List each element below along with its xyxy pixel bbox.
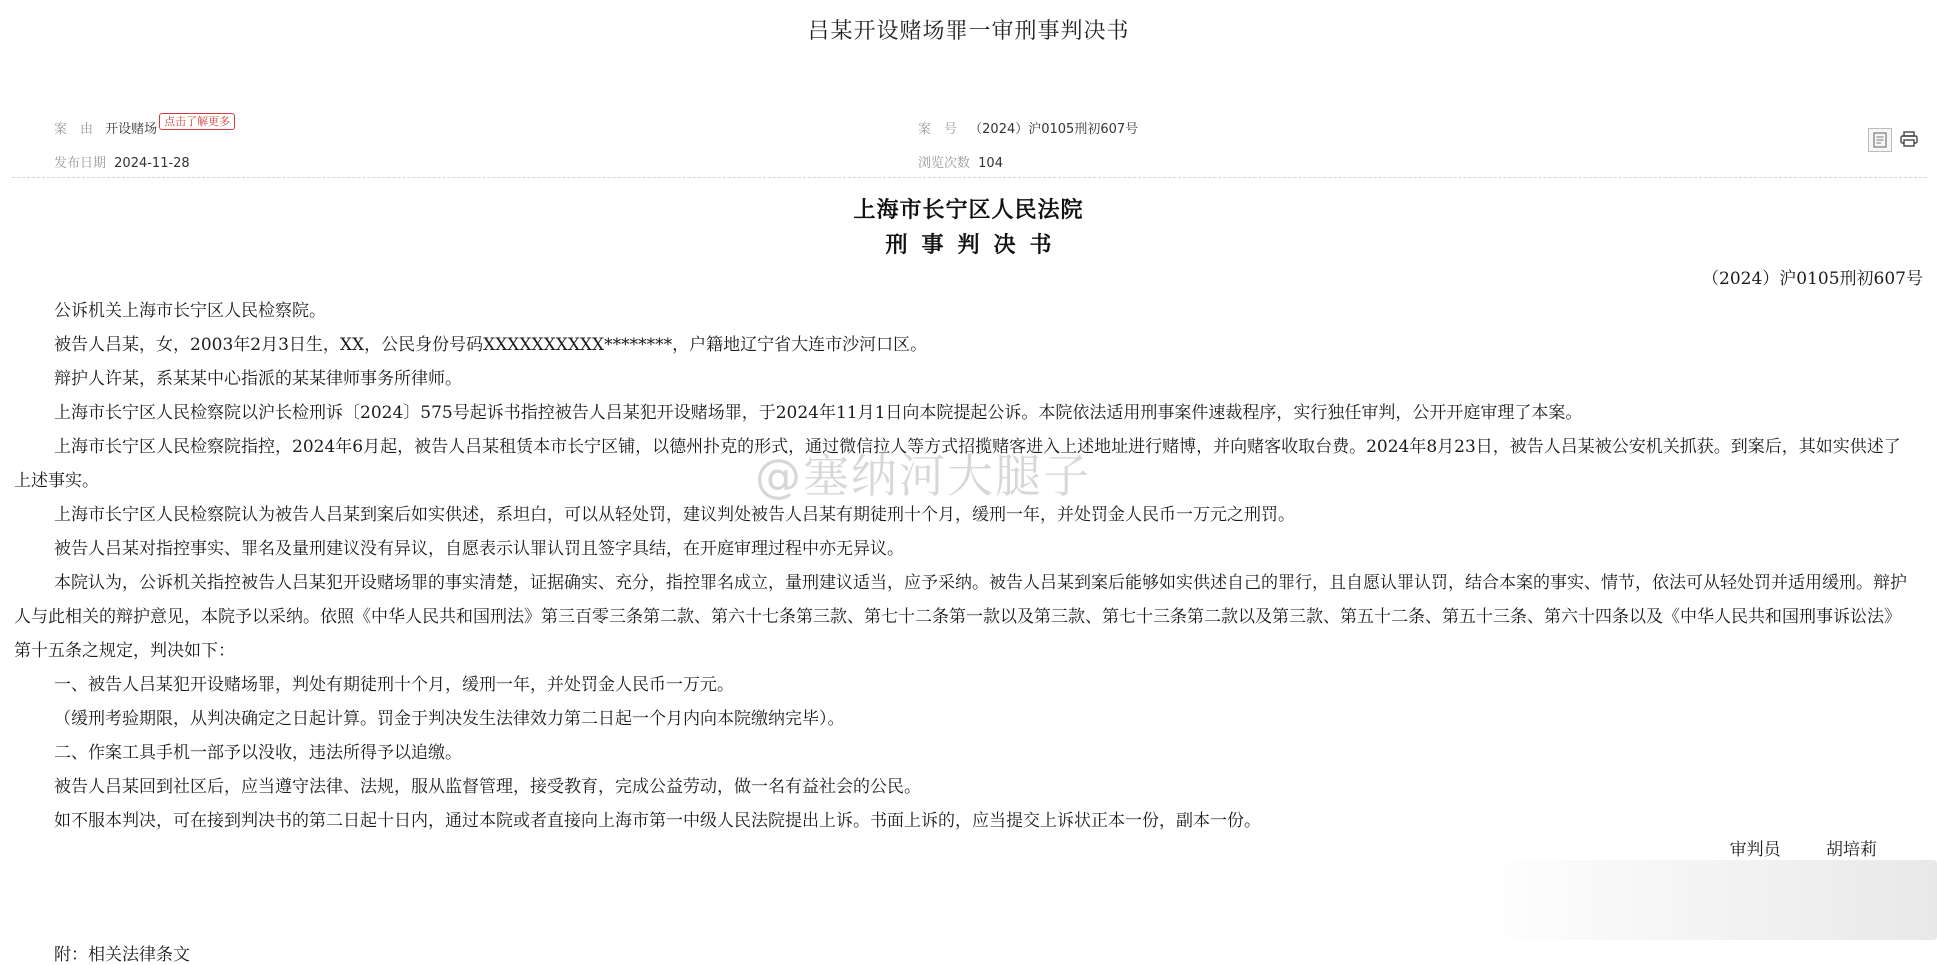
learn-more-tag[interactable]: 点击了解更多	[159, 113, 235, 130]
view-count-label: 浏览次数	[918, 156, 971, 171]
scroll-fade	[1477, 860, 1937, 940]
paragraph-probation-note: （缓刑考验期限，从判决确定之日起计算。罚金于判决发生法律效力第二日起一个月内向本院缴纳完毕）。	[54, 709, 845, 729]
publish-date-value: 2024-11-28	[114, 156, 190, 171]
paragraph-defendant: 被告人吕某，女，2003年2月3日生，XX，公民身份号码XXXXXXXXXX********，户籍地辽宁省大连市沙河口区。	[54, 335, 928, 355]
document-case-number: （2024）沪0105刑初607号	[1702, 269, 1923, 289]
paragraph-charges: 上海市长宁区人民检察院指控，2024年6月起，被告人吕某租赁本市长宁区铺，以德州扑克的形式，通过微信拉人等方式招揽赌客进入上述地址进行赌博，并向赌客收取台费。2024年8月23日，被告人吕某被公安机关抓获。到案后，其如实供述了上述事实。	[14, 437, 1901, 491]
printer-icon[interactable]	[1898, 128, 1920, 150]
view-count-value: 104	[978, 156, 1003, 171]
appendix-heading: 附：相关法律条文	[54, 945, 190, 965]
document-type: 刑事判决书	[885, 233, 1066, 258]
paragraph-community: 被告人吕某回到社区后，应当遵守法律、法规，服从监督管理，接受教育，完成公益劳动，做一名有益社会的公民。	[54, 777, 921, 797]
case-cause	[54, 115, 235, 138]
case-number-label: 案 号	[918, 122, 958, 137]
judge-title: 审判员	[1729, 840, 1781, 860]
view-count	[918, 152, 1003, 171]
publish-date-label: 发布日期	[54, 156, 107, 171]
paragraph-defender: 辩护人许某，系某某中心指派的某某律师事务所律师。	[54, 369, 462, 389]
paragraph-appeal: 如不服本判决，可在接到判决书的第二日起十日内，通过本院或者直接向上海市第一中级人民法院提出上诉。书面上诉的，应当提交上诉状正本一份，副本一份。	[54, 811, 1261, 831]
paragraph-prosecution-opinion: 上海市长宁区人民检察院认为被告人吕某到案后如实供述，系坦白，可以从轻处罚，建议判处被告人吕某有期徒刑十个月，缓刑一年，并处罚金人民币一万元之刑罚。	[54, 505, 1295, 525]
document-icon[interactable]	[1868, 128, 1892, 152]
judge-signature	[1690, 835, 1877, 860]
paragraph-indictment: 上海市长宁区人民检察院以沪长检刑诉〔2024〕575号起诉书指控被告人吕某犯开设赌场罪，于2024年11月1日向本院提起公诉。本院依法适用刑事案件速裁程序，实行独任审判，公开开庭审理了本案。	[54, 403, 1583, 423]
weibo-watermark: @塞纳河大腿子	[755, 449, 1091, 503]
paragraph-verdict-1: 一、被告人吕某犯开设赌场罪，判处有期徒刑十个月，缓刑一年，并处罚金人民币一万元。	[54, 675, 734, 695]
paragraph-prosecutor: 公诉机关上海市长宁区人民检察院。	[54, 301, 326, 321]
case-cause-label: 案 由	[54, 122, 94, 137]
court-name: 上海市长宁区人民法院	[853, 198, 1084, 223]
paragraph-court-opinion: 本院认为，公诉机关指控被告人吕某犯开设赌场罪的事实清楚，证据确实、充分，指控罪名成立，量刑建议适当，应予采纳。被告人吕某到案后能够如实供述自己的罪行，且自愿认罪认罚，结合本案的事实、情节，依法可从轻处罚并适用缓刑。辩护人与此相关的辩护意见，本院予以采纳。依照《中华人民共和国刑法》第三百零三条第二款、第六十七条第三款、第七十二条第一款以及第三款、第七十三条第二款以及第三款、第五十二条、第五十三条、第六十四条以及《中华人民共和国刑事诉讼法》第十五条之规定，判决如下：	[14, 573, 1907, 661]
judgment-body	[14, 294, 1917, 838]
page-title: 吕某开设赌场罪一审刑事判决书	[807, 19, 1130, 44]
paragraph-defendant-response: 被告人吕某对指控事实、罪名及量刑建议没有异议，自愿表示认罪认罚且签字具结，在开庭审理过程中亦无异议。	[54, 539, 904, 559]
case-cause-value[interactable]: 开设赌场	[105, 122, 158, 137]
case-number	[918, 118, 1138, 137]
case-number-value: （2024）沪0105刑初607号	[969, 122, 1139, 137]
publish-date	[54, 152, 190, 171]
header-divider	[12, 177, 1927, 178]
judge-name: 胡培莉	[1826, 840, 1877, 860]
paragraph-verdict-2: 二、作案工具手机一部予以没收，违法所得予以追缴。	[54, 743, 462, 763]
